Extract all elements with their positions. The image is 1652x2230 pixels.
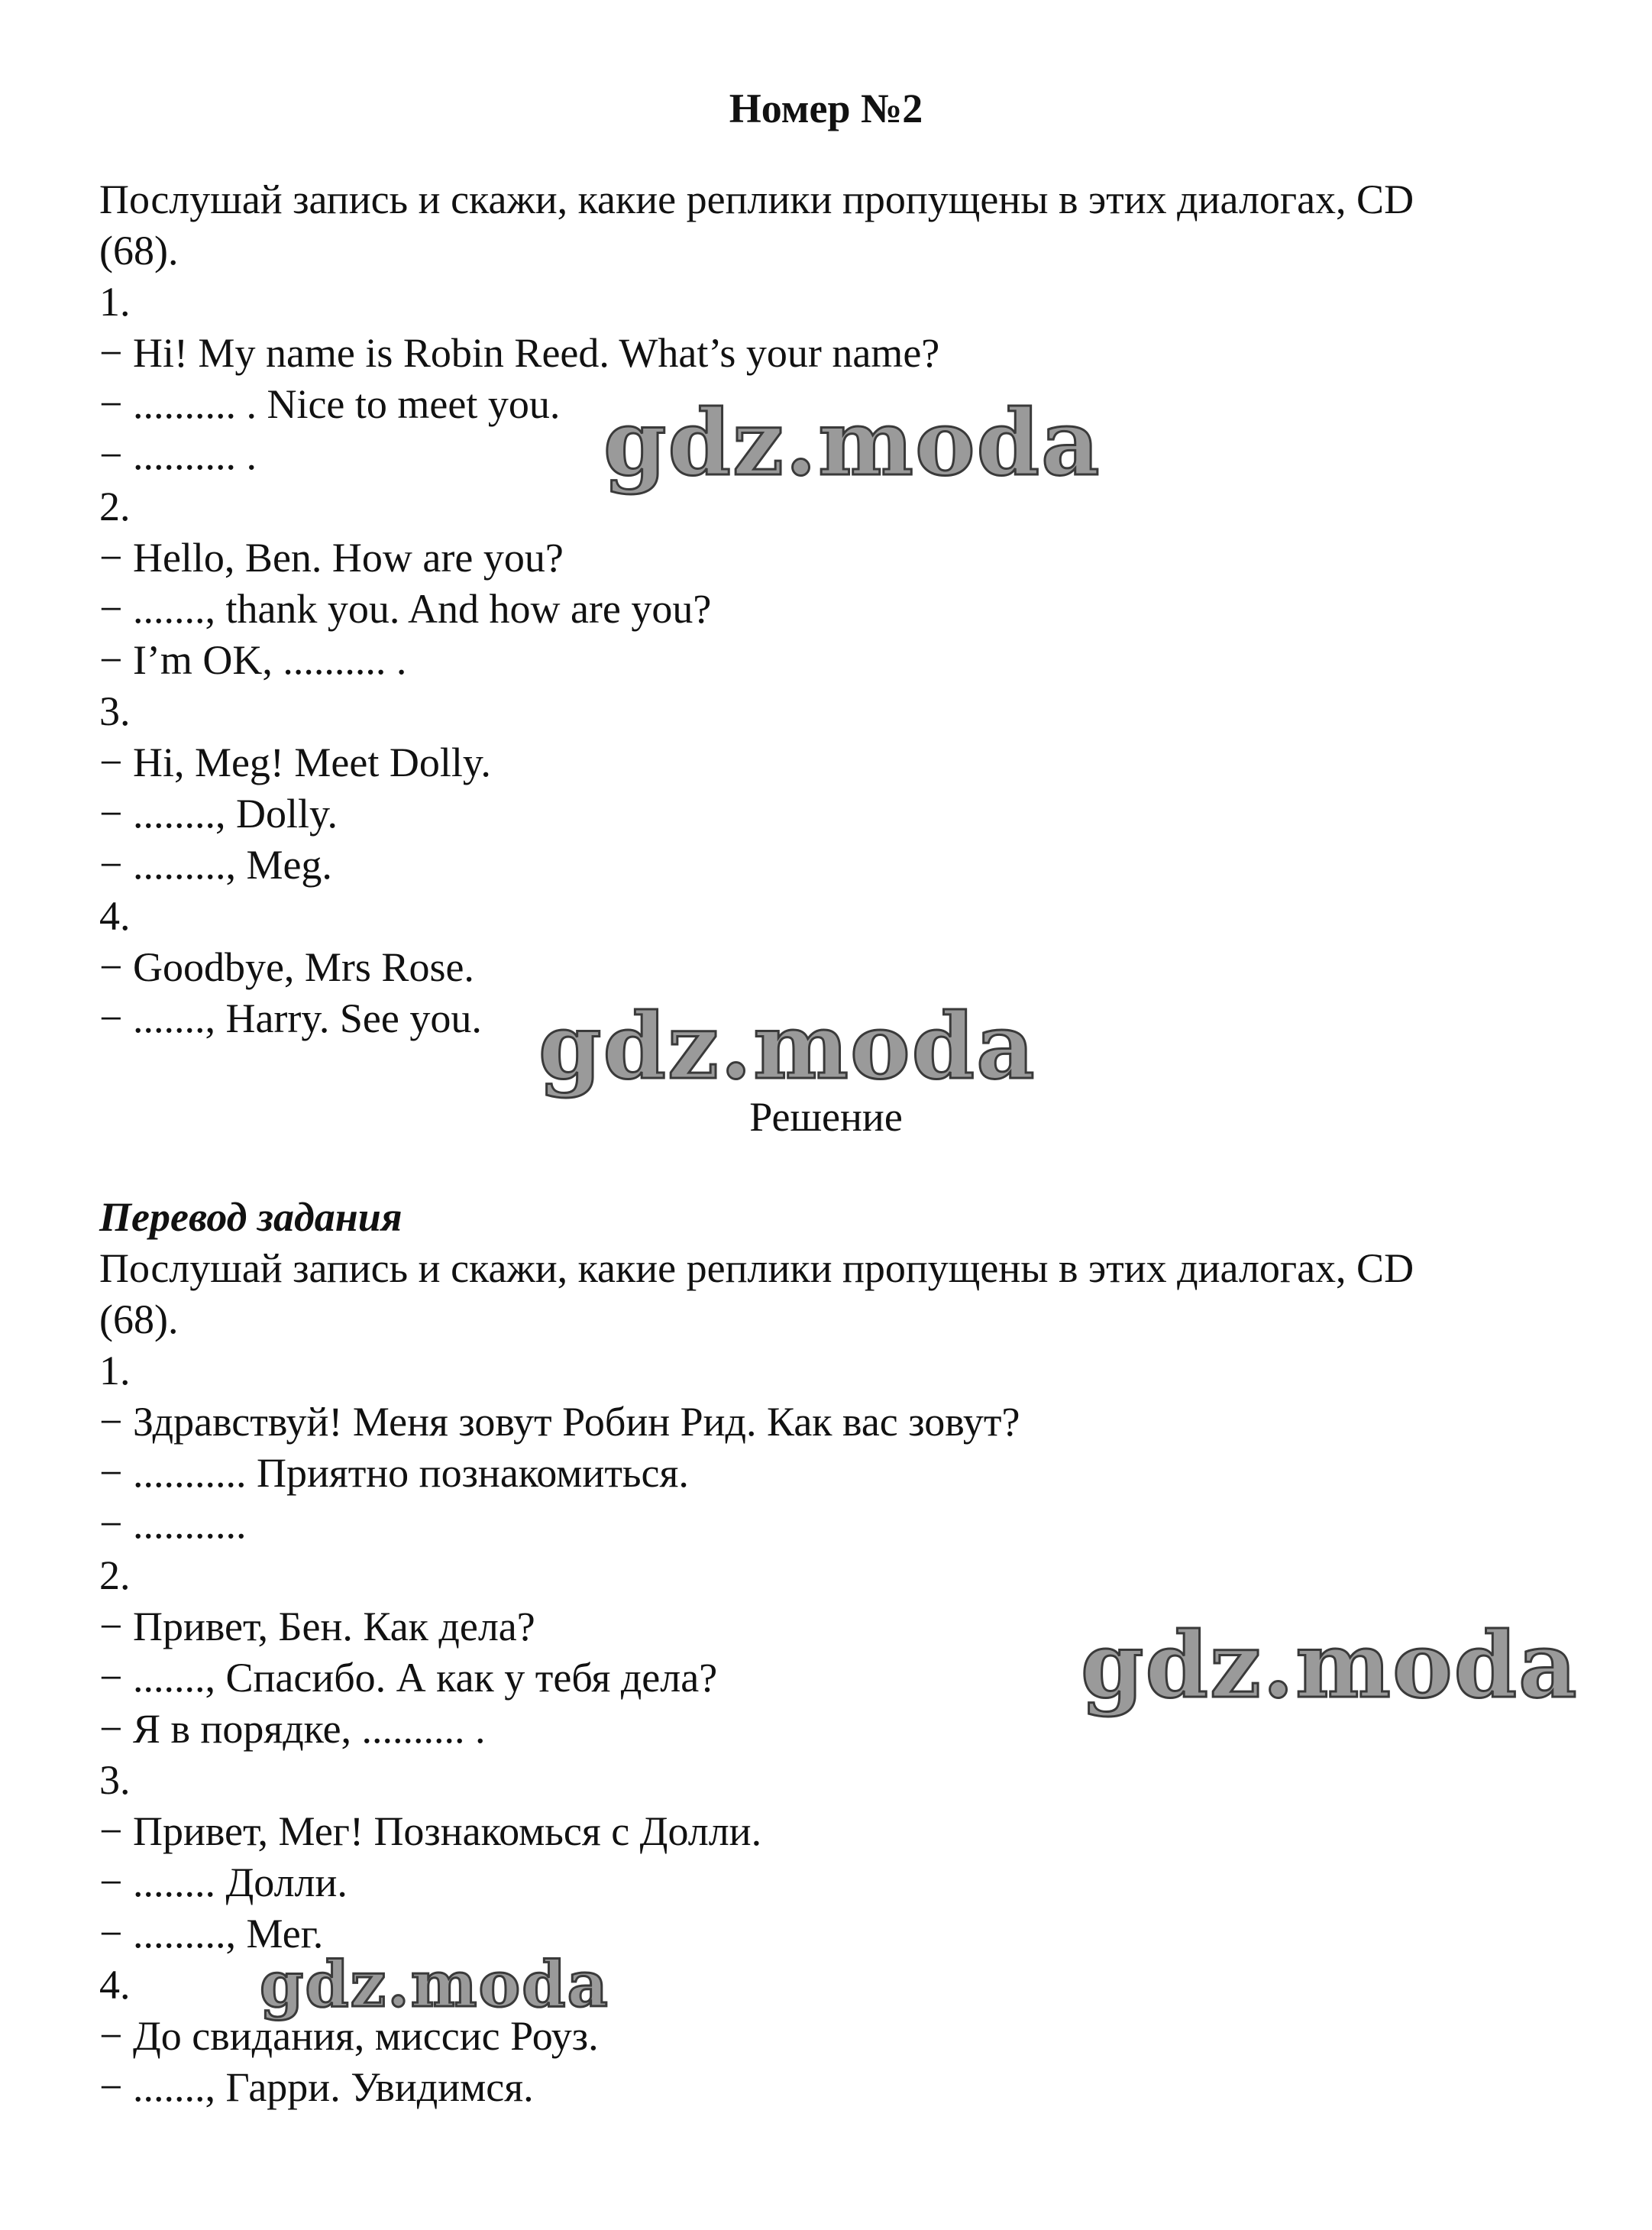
solution-title: Решение — [749, 1094, 903, 1140]
page-title: Номер №2 — [729, 86, 923, 131]
task-instruction-line-1: Послушай запись и скажи, какие реплики пропущены в этих диалогах, CD — [99, 176, 1414, 222]
dialogue-number: 1. — [99, 1348, 131, 1393]
dialogue-line: − ......., Спасибо. А как у тебя дела? — [99, 1655, 718, 1701]
dialogue-line: − ........... Приятно познакомиться. — [99, 1450, 689, 1496]
dialogue-line: − ........... — [99, 1501, 247, 1547]
dialogue-line: − Привет, Мег! Познакомься с Долли. — [99, 1808, 762, 1854]
dialogue-line: − ........., Meg. — [99, 842, 332, 888]
dialogue-line: − .......... . — [99, 432, 257, 478]
dialogue-number: 1. — [99, 279, 131, 325]
task-instruction-line-2: (68). — [99, 228, 179, 273]
watermark-logo: gdz.moda — [1081, 1612, 1579, 1718]
dialogue-line: − Здравствуй! Меня зовут Робин Рид. Как вас зовут? — [99, 1399, 1020, 1445]
task-block — [99, 174, 1573, 1044]
translation-instruction-line-2: (68). — [99, 1296, 179, 1342]
dialogue-line: − ......., Harry. See you. — [99, 995, 482, 1041]
dialogue-line: − Я в порядке, .......... . — [99, 1706, 486, 1752]
translation-instruction-line-1: Послушай запись и скажи, какие реплики пропущены в этих диалогах, CD — [99, 1245, 1414, 1291]
dialogue-line: − До свидания, миссис Роуз. — [99, 2013, 599, 2059]
dialogue-number: 2. — [99, 484, 131, 529]
dialogue-line: − Hello, Ben. How are you? — [99, 535, 564, 581]
dialogue-number: 3. — [99, 688, 131, 734]
dialogue-line: − Hi, Meg! Meet Dolly. — [99, 740, 491, 785]
watermark-logo: gdz.moda — [260, 1948, 609, 2021]
dialogue-line: − .......... . Nice to meet you. — [99, 381, 561, 427]
dialogue-number: 4. — [99, 893, 131, 939]
dialogue-line: − I’m OK, .......... . — [99, 637, 407, 683]
watermark-logo: gdz.moda — [538, 993, 1036, 1099]
translation-heading: Перевод задания — [99, 1194, 402, 1240]
watermark-logo: gdz.moda — [603, 390, 1101, 496]
dialogue-number: 4. — [99, 1962, 131, 2008]
dialogue-line: − ........, Dolly. — [99, 791, 338, 837]
dialogue-line: − ......., thank you. And how are you? — [99, 586, 712, 632]
dialogue-line: − Goodbye, Mrs Rose. — [99, 944, 474, 990]
dialogue-number: 2. — [99, 1552, 131, 1598]
dialogue-line: − Привет, Бен. Как дела? — [99, 1604, 535, 1649]
dialogue-line: − Hi! My name is Robin Reed. What’s your name? — [99, 330, 940, 376]
dialogue-number: 3. — [99, 1757, 131, 1803]
dialogue-line: − ........ Долли. — [99, 1859, 348, 1905]
dialogue-line: − ......., Гарри. Увидимся. — [99, 2064, 534, 2110]
dialogue-line: − ........., Мег. — [99, 1911, 324, 1957]
